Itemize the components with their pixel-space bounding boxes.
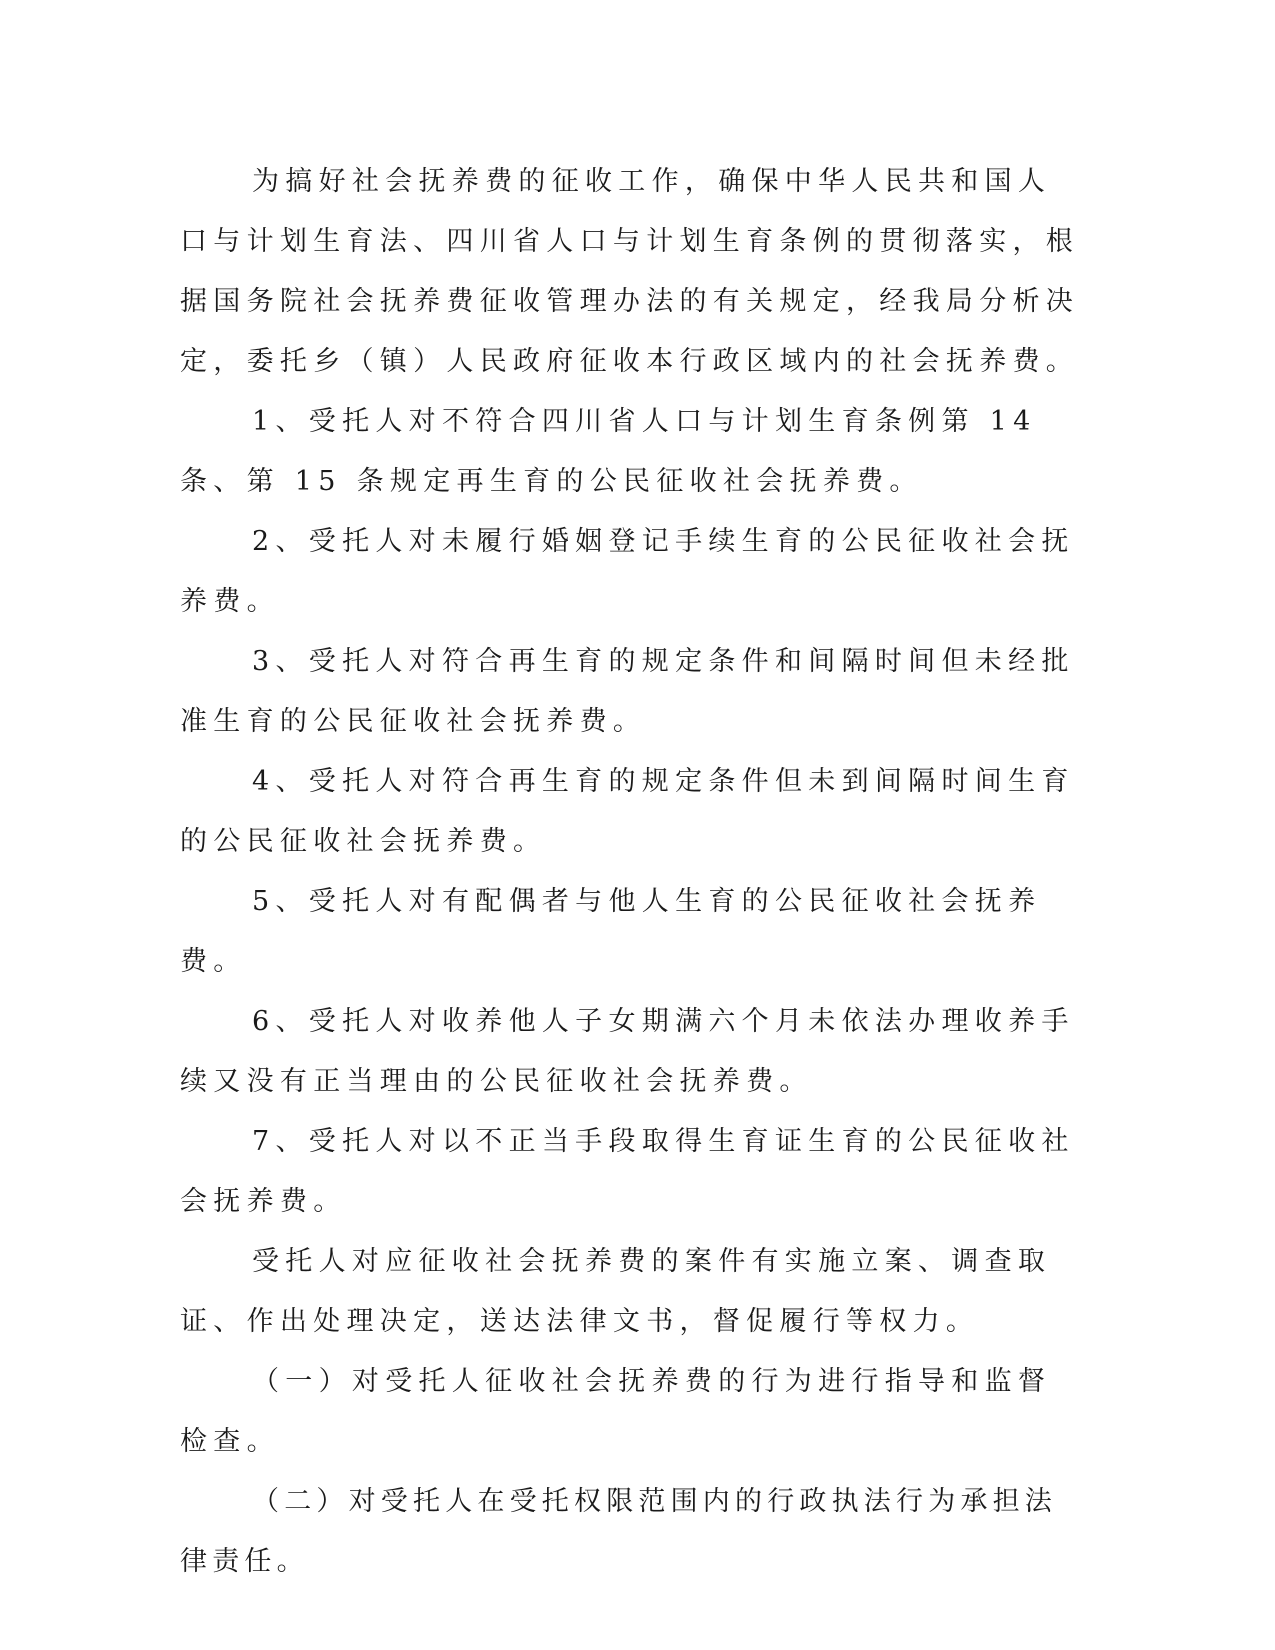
paragraph-item-6: 6、受托人对收养他人子女期满六个月未依法办理收养手续又没有正当理由的公民征收社会抚养费。 [180,1006,1075,1097]
paragraph-item-3: 3、受托人对符合再生育的规定条件和间隔时间但未经批准生育的公民征收社会抚养费。 [180,646,1075,737]
paragraph-item-4: 4、受托人对符合再生育的规定条件但未到间隔时间生育的公民征收社会抚养费。 [180,766,1075,857]
paragraph-intro: 为搞好社会抚养费的征收工作，确保中华人民共和国人口与计划生育法、四川省人口与计划生育条例的贯彻落实，根据国务院社会抚养费征收管理办法的有关规定，经我局分析决定，委托乡（镇）人民政府征收本行政区域内的社会抚养费。 [180,166,1080,377]
document-body [180,152,1080,1592]
paragraph-duty-1: （一）对受托人征收社会抚养费的行为进行指导和监督检查。 [180,1366,1052,1457]
paragraph-item-7: 7、受托人对以不正当手段取得生育证生育的公民征收社会抚养费。 [180,1126,1075,1217]
paragraph-item-5: 5、受托人对有配偶者与他人生育的公民征收社会抚养费。 [180,886,1042,977]
paragraph-powers: 受托人对应征收社会抚养费的案件有实施立案、调查取证、作出处理决定，送达法律文书，督促履行等权力。 [180,1246,1052,1337]
paragraph-item-1: 1、受托人对不符合四川省人口与计划生育条例第 14 条、第 15 条规定再生育的公民征收社会抚养费。 [180,406,1037,497]
paragraph-duty-2: （二）对受托人在受托权限范围内的行政执法行为承担法律责任。 [180,1486,1057,1577]
paragraph-item-2: 2、受托人对未履行婚姻登记手续生育的公民征收社会抚养费。 [180,526,1075,617]
